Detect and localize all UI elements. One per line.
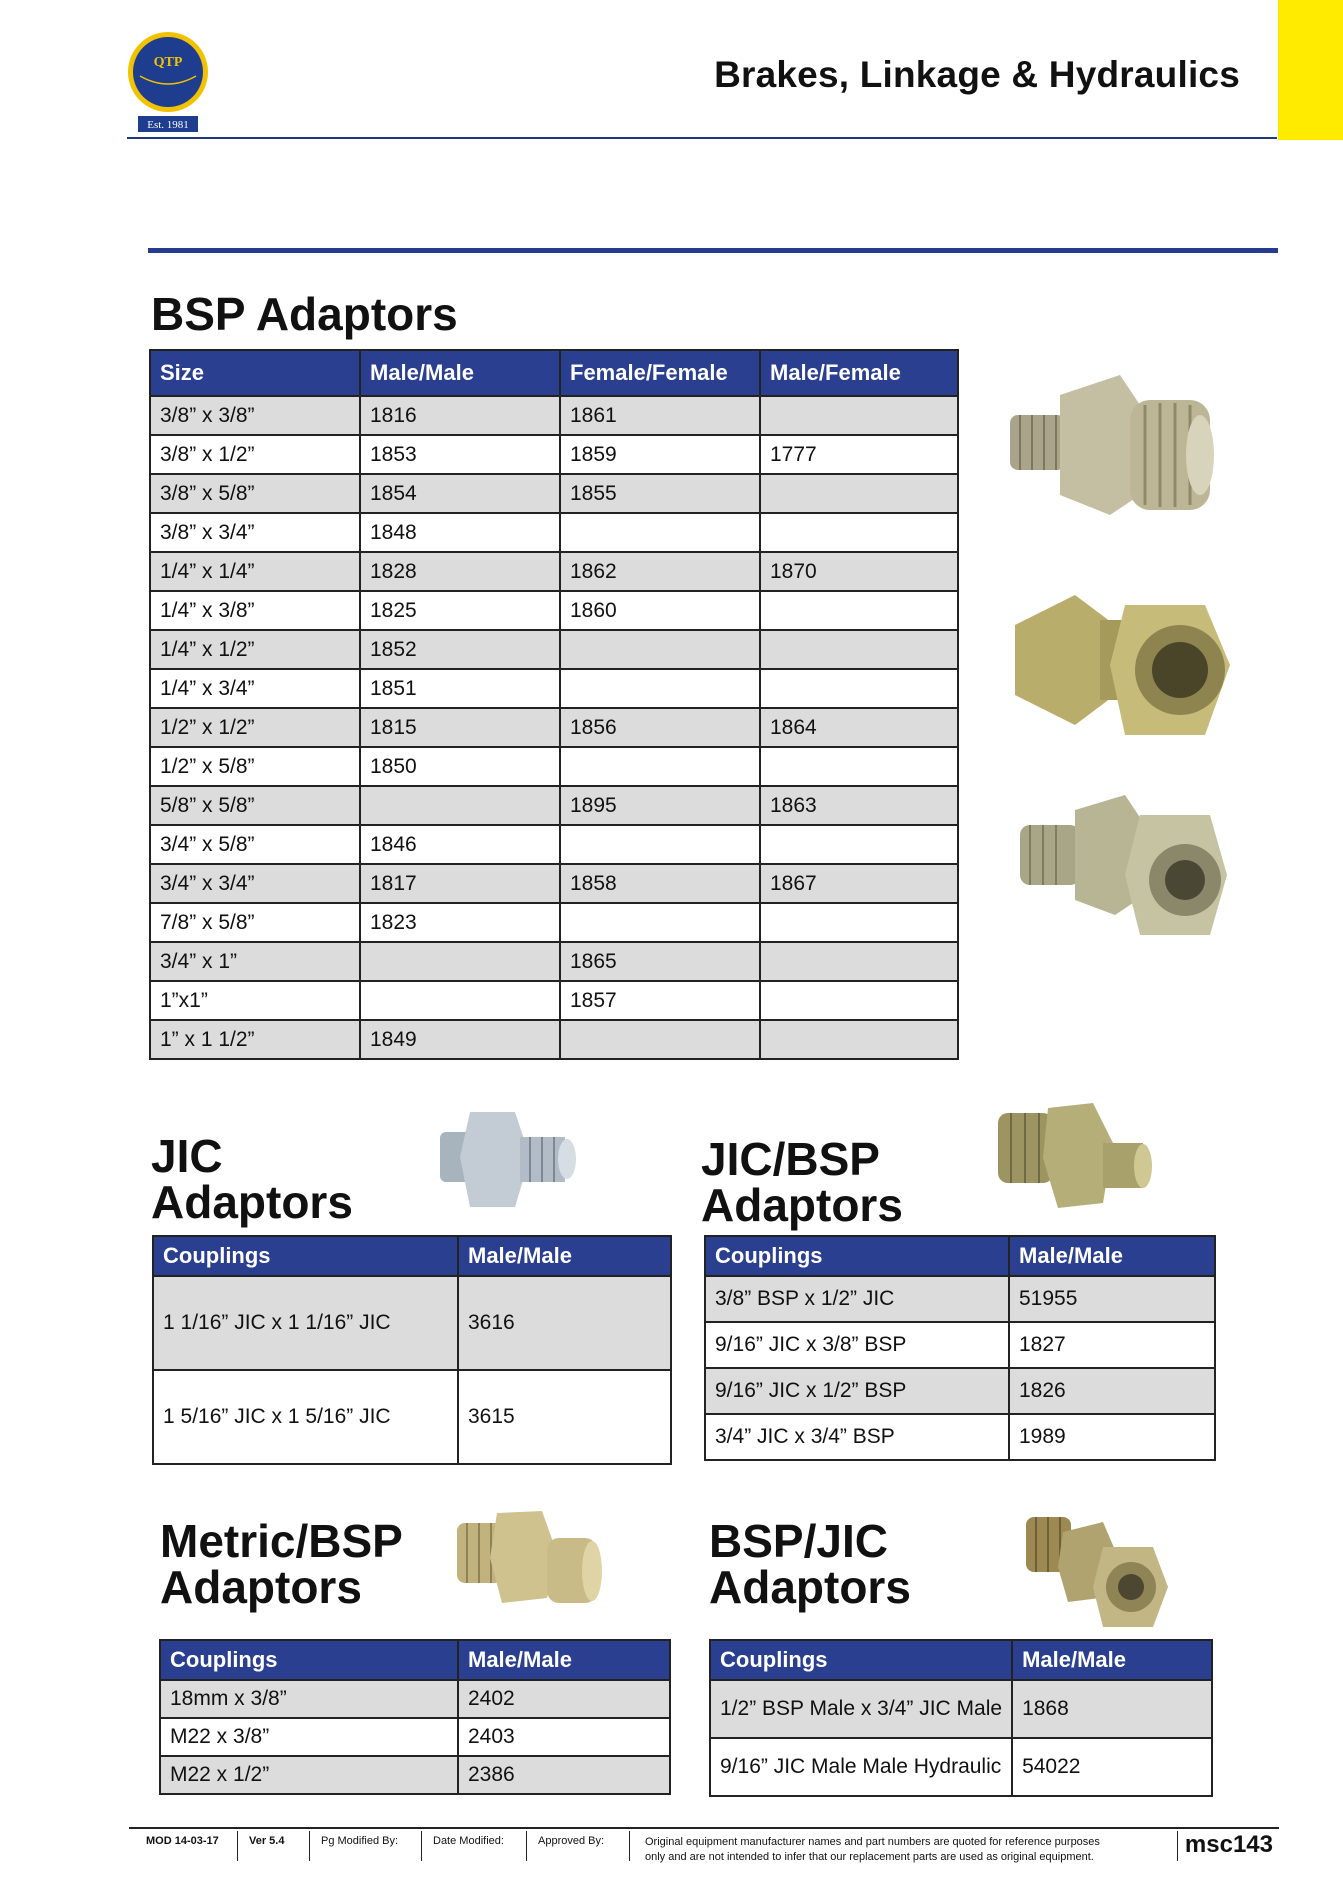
table-cell: 1817 [360, 864, 560, 903]
table-row [705, 1414, 1215, 1460]
table-cell: 1826 [1009, 1368, 1215, 1414]
footer-disclaimer-line1: Original equipment manufacturer names and part numbers are quoted for reference purposes [645, 1836, 1100, 1848]
table-cell: 1 5/16” JIC x 1 5/16” JIC [153, 1370, 458, 1464]
footer-approved: Approved By: [538, 1835, 605, 1847]
header-divider [127, 137, 1277, 139]
table-cell: 1/4” x 1/2” [150, 630, 360, 669]
table-row [153, 1276, 671, 1370]
table-cell: 1863 [760, 786, 958, 825]
table-row [150, 981, 958, 1020]
jic-title [151, 1130, 353, 1228]
table-cell: 1867 [760, 864, 958, 903]
table-cell: 1864 [760, 708, 958, 747]
table-row [150, 396, 958, 435]
table-row [710, 1738, 1212, 1796]
table-row [150, 669, 958, 708]
table-cell: 18mm x 3/8” [160, 1680, 458, 1718]
table-row [710, 1680, 1212, 1738]
table-row [150, 1020, 958, 1059]
footer-date-modified: Date Modified: [433, 1835, 504, 1847]
footer-separator [421, 1831, 422, 1861]
metric-bsp-table [159, 1639, 671, 1795]
table-cell: 1/4” x 1/4” [150, 552, 360, 591]
table-cell: 1850 [360, 747, 560, 786]
table-row [150, 786, 958, 825]
bsp-jic-title-line1: BSP/JIC [709, 1515, 888, 1567]
table-cell: 1/4” x 3/4” [150, 669, 360, 708]
table-cell: 3/8” x 1/2” [150, 435, 360, 474]
table-cell: 1/4” x 3/8” [150, 591, 360, 630]
metric-bsp-fitting-photo [452, 1503, 607, 1621]
metric-bsp-title [160, 1515, 403, 1613]
jic-bsp-title-line1: JIC/BSP [701, 1133, 880, 1185]
table-cell: 1868 [1012, 1680, 1212, 1738]
table-cell: 1/2” x 5/8” [150, 747, 360, 786]
bsp-title: BSP Adaptors [151, 288, 458, 340]
table-row [150, 708, 958, 747]
jic-bsp-fitting-photo [993, 1098, 1158, 1220]
table-row [150, 630, 958, 669]
jic-fitting-photo [435, 1107, 580, 1219]
table-cell: 3/8” x 3/4” [150, 513, 360, 552]
jic-title-line2: Adaptors [151, 1176, 353, 1228]
table-row [150, 825, 958, 864]
footer-mod: MOD 14-03-17 [146, 1835, 219, 1847]
column-header: Male/Male [1012, 1640, 1212, 1680]
table-cell [760, 825, 958, 864]
column-header: Couplings [710, 1640, 1012, 1680]
table-cell: 54022 [1012, 1738, 1212, 1796]
table-header-row [710, 1640, 1212, 1680]
column-header: Female/Female [560, 350, 760, 396]
table-cell [560, 825, 760, 864]
table-cell [760, 630, 958, 669]
table-cell: 5/8” x 5/8” [150, 786, 360, 825]
footer-separator [237, 1831, 238, 1861]
footer-disclaimer-line2: only and are not intended to infer that our replacement parts are used as original equipment. [645, 1850, 1094, 1863]
table-cell [560, 630, 760, 669]
column-header: Couplings [705, 1236, 1009, 1276]
table-cell [760, 903, 958, 942]
table-cell: 1/2” x 1/2” [150, 708, 360, 747]
table-cell: 1” x 1 1/2” [150, 1020, 360, 1059]
table-cell [760, 1020, 958, 1059]
table-header-row [705, 1236, 1215, 1276]
table-cell: 1815 [360, 708, 560, 747]
table-header-row [153, 1236, 671, 1276]
table-cell: 3/4” x 5/8” [150, 825, 360, 864]
table-cell [360, 786, 560, 825]
table-row [150, 903, 958, 942]
table-cell [760, 747, 958, 786]
table-cell: 3/8” BSP x 1/2” JIC [705, 1276, 1009, 1322]
table-cell: M22 x 1/2” [160, 1756, 458, 1794]
table-row [160, 1756, 670, 1794]
table-cell: 2386 [458, 1756, 670, 1794]
table-cell [560, 747, 760, 786]
table-cell [760, 669, 958, 708]
bsp-table [149, 349, 959, 1060]
footer-disclaimer [645, 1835, 1100, 1865]
yellow-tab [1278, 0, 1343, 140]
table-cell: 1852 [360, 630, 560, 669]
table-cell: 1/2” BSP Male x 3/4” JIC Male [710, 1680, 1012, 1738]
page-footer [129, 1827, 1279, 1863]
jic-bsp-title-line2: Adaptors [701, 1179, 903, 1231]
table-cell [760, 942, 958, 981]
table-row [153, 1370, 671, 1464]
metric-bsp-title-line2: Adaptors [160, 1561, 362, 1613]
table-cell: 1849 [360, 1020, 560, 1059]
table-cell: 1857 [560, 981, 760, 1020]
bsp-jic-title [709, 1515, 911, 1613]
column-header: Male/Male [458, 1236, 671, 1276]
logo-initials: QTP [153, 55, 183, 70]
table-cell: 1895 [560, 786, 760, 825]
table-cell: 1870 [760, 552, 958, 591]
table-cell: 1855 [560, 474, 760, 513]
column-header: Size [150, 350, 360, 396]
table-cell: 1 1/16” JIC x 1 1/16” JIC [153, 1276, 458, 1370]
table-row [150, 513, 958, 552]
column-header: Male/Male [360, 350, 560, 396]
table-cell [760, 474, 958, 513]
table-cell: 1859 [560, 435, 760, 474]
table-row [150, 747, 958, 786]
male-female-fitting-photo [1015, 785, 1230, 950]
table-cell [560, 669, 760, 708]
bsp-jic-table [709, 1639, 1213, 1797]
table-cell: 1858 [560, 864, 760, 903]
column-header: Male/Male [458, 1640, 670, 1680]
table-row [705, 1368, 1215, 1414]
table-cell: 1828 [360, 552, 560, 591]
table-cell [360, 942, 560, 981]
jic-bsp-table [704, 1235, 1216, 1461]
table-row [705, 1276, 1215, 1322]
footer-separator [526, 1831, 527, 1861]
metric-bsp-title-line1: Metric/BSP [160, 1515, 403, 1567]
table-row [160, 1718, 670, 1756]
table-cell: 1865 [560, 942, 760, 981]
table-cell: 3/8” x 3/8” [150, 396, 360, 435]
table-cell: 3616 [458, 1276, 671, 1370]
table-row [150, 435, 958, 474]
table-row [150, 552, 958, 591]
table-cell: 1848 [360, 513, 560, 552]
male-male-fitting-photo [1000, 365, 1220, 555]
table-cell: 1851 [360, 669, 560, 708]
table-row [150, 591, 958, 630]
table-cell: M22 x 3/8” [160, 1718, 458, 1756]
table-cell: 1989 [1009, 1414, 1215, 1460]
table-cell: 1825 [360, 591, 560, 630]
table-cell: 1861 [560, 396, 760, 435]
table-cell: 1853 [360, 435, 560, 474]
table-cell: 1777 [760, 435, 958, 474]
jic-title-line1: JIC [151, 1130, 223, 1182]
table-cell: 1860 [560, 591, 760, 630]
table-cell: 1”x1” [150, 981, 360, 1020]
table-cell: 1827 [1009, 1322, 1215, 1368]
table-cell [760, 513, 958, 552]
footer-separator [1177, 1831, 1178, 1861]
table-cell: 9/16” JIC Male Male Hydraulic [710, 1738, 1012, 1796]
table-cell: 1816 [360, 396, 560, 435]
footer-pg-modified: Pg Modified By: [321, 1835, 399, 1847]
logo-est: Est. 1981 [147, 119, 189, 131]
table-cell: 9/16” JIC x 3/8” BSP [705, 1322, 1009, 1368]
table-cell: 1823 [360, 903, 560, 942]
table-header-row [160, 1640, 670, 1680]
table-cell: 1854 [360, 474, 560, 513]
table-cell: 2403 [458, 1718, 670, 1756]
column-header: Couplings [153, 1236, 458, 1276]
table-row [705, 1322, 1215, 1368]
jic-bsp-title [701, 1133, 903, 1231]
table-cell [760, 591, 958, 630]
column-header: Male/Female [760, 350, 958, 396]
table-cell [560, 903, 760, 942]
section-divider [148, 248, 1278, 253]
table-cell [760, 981, 958, 1020]
table-header-row [150, 350, 958, 396]
bsp-jic-fitting-photo [1018, 1502, 1173, 1630]
page-header-title: Brakes, Linkage & Hydraulics [714, 54, 1240, 95]
company-logo [124, 30, 212, 134]
table-cell: 3/4” JIC x 3/4” BSP [705, 1414, 1009, 1460]
table-cell: 51955 [1009, 1276, 1215, 1322]
bsp-jic-title-line2: Adaptors [709, 1561, 911, 1613]
column-header: Couplings [160, 1640, 458, 1680]
table-cell: 3/4” x 3/4” [150, 864, 360, 903]
page-code: msc143 [1184, 1831, 1273, 1858]
table-row [160, 1680, 670, 1718]
footer-separator [309, 1831, 310, 1861]
table-cell: 3/8” x 5/8” [150, 474, 360, 513]
table-cell: 9/16” JIC x 1/2” BSP [705, 1368, 1009, 1414]
table-cell: 3/4” x 1” [150, 942, 360, 981]
table-row [150, 942, 958, 981]
table-cell: 1856 [560, 708, 760, 747]
table-cell: 1846 [360, 825, 560, 864]
table-cell [560, 513, 760, 552]
table-cell [360, 981, 560, 1020]
table-cell: 2402 [458, 1680, 670, 1718]
table-cell: 7/8” x 5/8” [150, 903, 360, 942]
table-cell: 1862 [560, 552, 760, 591]
table-cell [560, 1020, 760, 1059]
footer-version: Ver 5.4 [249, 1835, 285, 1847]
table-row [150, 864, 958, 903]
jic-table [152, 1235, 672, 1465]
column-header: Male/Male [1009, 1236, 1215, 1276]
table-cell: 3615 [458, 1370, 671, 1464]
table-row [150, 474, 958, 513]
female-female-fitting-photo [1005, 585, 1235, 755]
table-cell [760, 396, 958, 435]
footer-separator [629, 1831, 630, 1861]
